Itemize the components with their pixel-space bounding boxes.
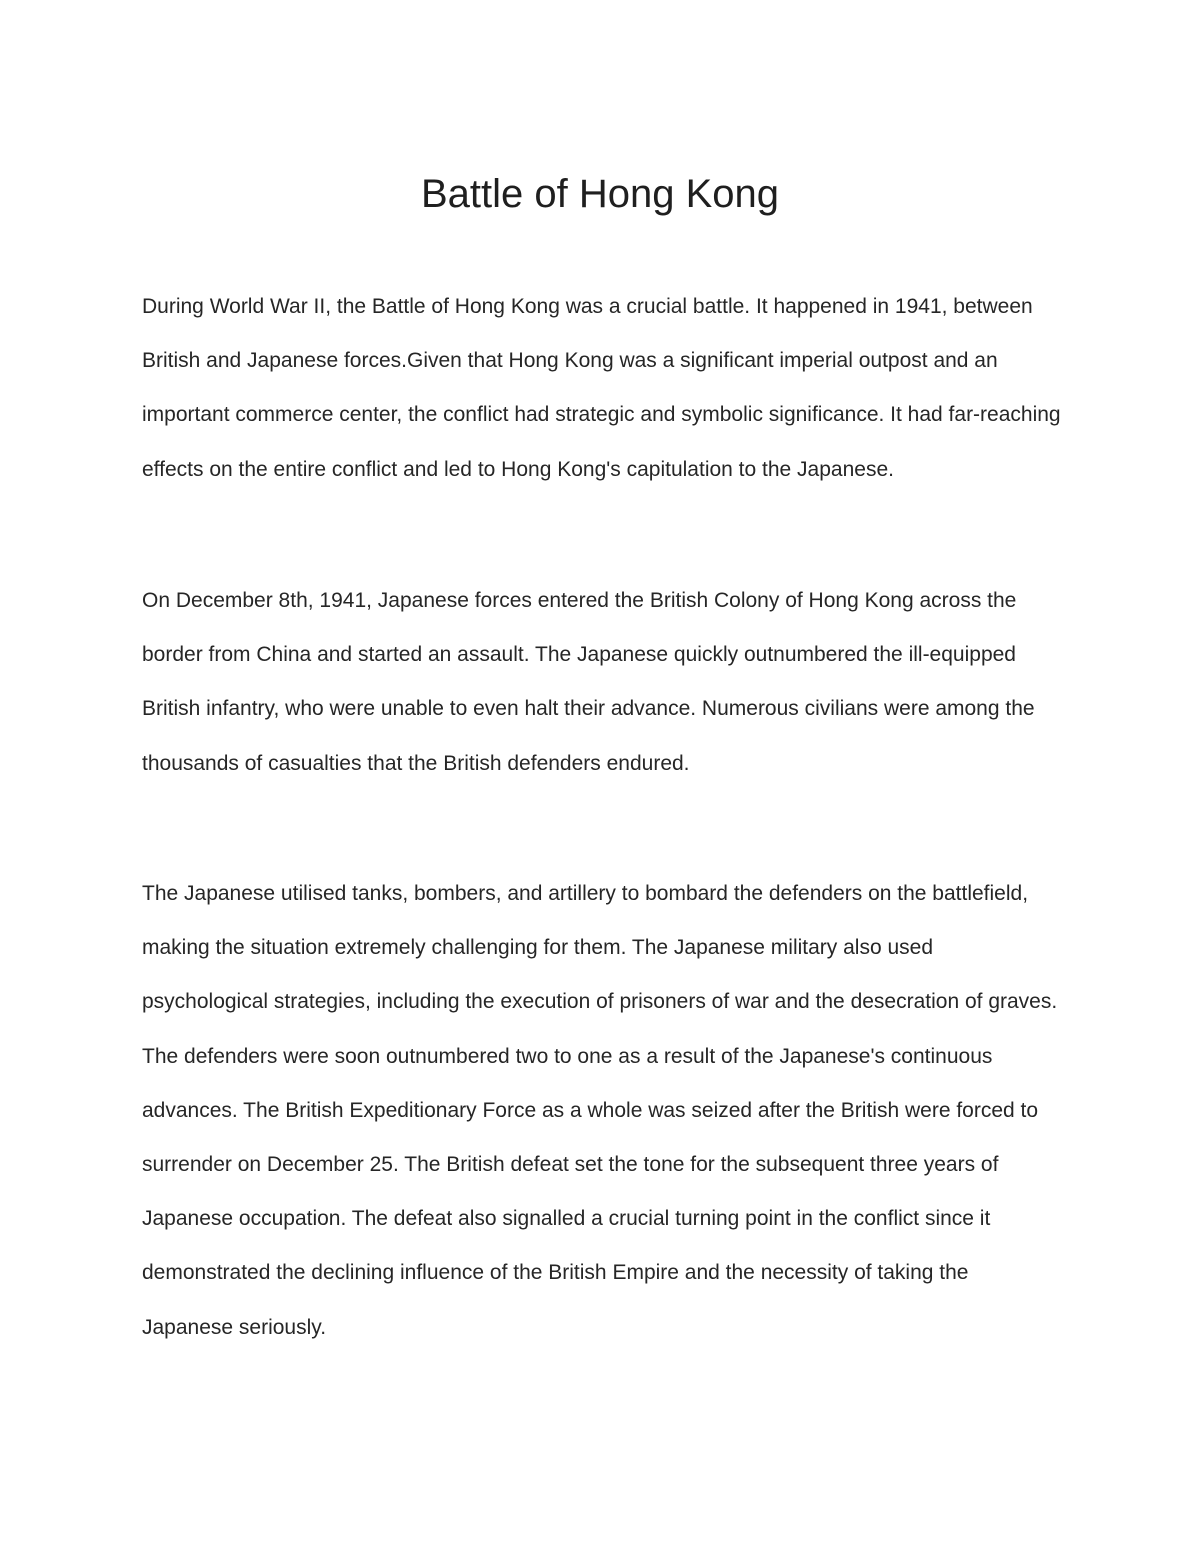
paragraph-1: During World War II, the Battle of Hong Kong was a crucial battle. It happened in 1941, between British and Japanese forces.Given that Hong Kong was a significant imperial outpost and an important commerce center, the conflict had strategic and symbolic significance. It had far-reaching effects on the entire conflict and led to Hong Kong's capitulation to the Japanese. — [142, 295, 1061, 481]
document-title: Battle of Hong Kong — [420, 172, 780, 216]
paragraph-3: The Japanese utilised tanks, bombers, and artillery to bombard the defenders on the battlefield, making the situation extremely challenging for them. The Japanese military also used psychological strategies, including the execution of prisoners of war and the desecration of graves. The defenders were soon outnumbered two to one as a result of the Japanese's continuous advances. The British Expeditionary Force as a whole was seized after the British were forced to surrender on December 25. The British defeat set the tone for the subsequent three years of Japanese occupation. The defeat also signalled a crucial turning point in the conflict since it demonstrated the declining influence of the British Empire and the necessity of taking the Japanese seriously. — [142, 882, 1058, 1339]
paragraph-2: On December 8th, 1941, Japanese forces entered the British Colony of Hong Kong across the border from China and started an assault. The Japanese quickly outnumbered the ill-equipped British infantry, who were unable to even halt their advance. Numerous civilians were among the thousands of casualties that the British defenders endured. — [142, 589, 1035, 775]
